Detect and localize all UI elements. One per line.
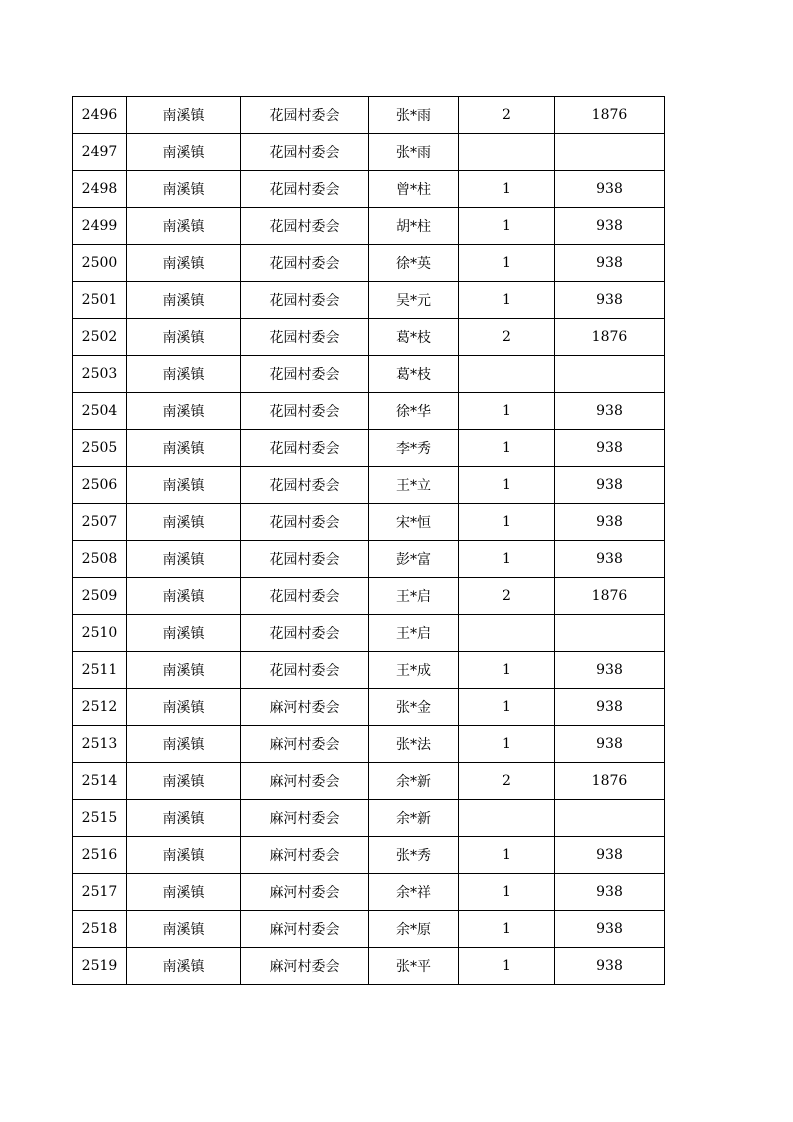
table-row xyxy=(73,282,665,319)
cell-name: 葛*枝 xyxy=(369,319,459,356)
cell-village: 花园村委会 xyxy=(241,615,369,652)
cell-count: 1 xyxy=(459,689,555,726)
cell-amount: 938 xyxy=(555,171,665,208)
cell-name: 余*祥 xyxy=(369,874,459,911)
cell-number: 2504 xyxy=(73,393,127,430)
cell-town: 南溪镇 xyxy=(127,800,241,837)
cell-name: 徐*华 xyxy=(369,393,459,430)
cell-amount: 938 xyxy=(555,652,665,689)
cell-village: 麻河村委会 xyxy=(241,689,369,726)
cell-count: 1 xyxy=(459,652,555,689)
cell-name: 徐*英 xyxy=(369,245,459,282)
table-row xyxy=(73,837,665,874)
table-row xyxy=(73,874,665,911)
cell-name: 张*金 xyxy=(369,689,459,726)
cell-village: 花园村委会 xyxy=(241,97,369,134)
cell-amount: 938 xyxy=(555,208,665,245)
cell-count: 2 xyxy=(459,578,555,615)
cell-name: 王*启 xyxy=(369,615,459,652)
cell-name: 张*雨 xyxy=(369,97,459,134)
cell-village: 麻河村委会 xyxy=(241,874,369,911)
cell-name: 王*启 xyxy=(369,578,459,615)
table-row xyxy=(73,689,665,726)
cell-village: 花园村委会 xyxy=(241,652,369,689)
cell-name: 宋*恒 xyxy=(369,504,459,541)
cell-name: 王*成 xyxy=(369,652,459,689)
cell-number: 2507 xyxy=(73,504,127,541)
cell-amount xyxy=(555,134,665,171)
cell-town: 南溪镇 xyxy=(127,97,241,134)
cell-name: 张*法 xyxy=(369,726,459,763)
cell-amount: 938 xyxy=(555,393,665,430)
cell-amount: 938 xyxy=(555,911,665,948)
cell-count: 1 xyxy=(459,393,555,430)
cell-number: 2499 xyxy=(73,208,127,245)
table-row xyxy=(73,763,665,800)
cell-count xyxy=(459,800,555,837)
cell-number: 2503 xyxy=(73,356,127,393)
data-table xyxy=(72,96,665,985)
cell-amount xyxy=(555,800,665,837)
cell-amount: 938 xyxy=(555,541,665,578)
cell-amount: 938 xyxy=(555,467,665,504)
cell-number: 2497 xyxy=(73,134,127,171)
table-row xyxy=(73,430,665,467)
table-row xyxy=(73,97,665,134)
cell-amount: 938 xyxy=(555,948,665,985)
cell-number: 2501 xyxy=(73,282,127,319)
cell-town: 南溪镇 xyxy=(127,874,241,911)
cell-amount: 1876 xyxy=(555,97,665,134)
cell-number: 2516 xyxy=(73,837,127,874)
cell-town: 南溪镇 xyxy=(127,541,241,578)
cell-village: 麻河村委会 xyxy=(241,800,369,837)
cell-village: 花园村委会 xyxy=(241,245,369,282)
cell-amount: 938 xyxy=(555,504,665,541)
cell-count: 2 xyxy=(459,319,555,356)
cell-count: 1 xyxy=(459,245,555,282)
cell-name: 余*原 xyxy=(369,911,459,948)
cell-name: 王*立 xyxy=(369,467,459,504)
cell-village: 花园村委会 xyxy=(241,319,369,356)
cell-town: 南溪镇 xyxy=(127,319,241,356)
cell-town: 南溪镇 xyxy=(127,134,241,171)
cell-name: 张*平 xyxy=(369,948,459,985)
cell-count xyxy=(459,356,555,393)
cell-count: 2 xyxy=(459,97,555,134)
cell-amount: 938 xyxy=(555,689,665,726)
cell-town: 南溪镇 xyxy=(127,948,241,985)
cell-amount: 1876 xyxy=(555,319,665,356)
cell-village: 麻河村委会 xyxy=(241,837,369,874)
cell-village: 麻河村委会 xyxy=(241,948,369,985)
cell-village: 花园村委会 xyxy=(241,393,369,430)
cell-count: 1 xyxy=(459,171,555,208)
table-row xyxy=(73,911,665,948)
cell-town: 南溪镇 xyxy=(127,578,241,615)
cell-village: 花园村委会 xyxy=(241,541,369,578)
cell-name: 余*新 xyxy=(369,800,459,837)
cell-town: 南溪镇 xyxy=(127,911,241,948)
table-row xyxy=(73,948,665,985)
cell-amount: 938 xyxy=(555,245,665,282)
cell-town: 南溪镇 xyxy=(127,171,241,208)
cell-name: 曾*柱 xyxy=(369,171,459,208)
cell-number: 2506 xyxy=(73,467,127,504)
cell-count: 1 xyxy=(459,911,555,948)
cell-number: 2496 xyxy=(73,97,127,134)
table-row xyxy=(73,652,665,689)
cell-number: 2510 xyxy=(73,615,127,652)
cell-number: 2519 xyxy=(73,948,127,985)
cell-count: 1 xyxy=(459,208,555,245)
table-row xyxy=(73,615,665,652)
cell-number: 2511 xyxy=(73,652,127,689)
cell-name: 葛*枝 xyxy=(369,356,459,393)
cell-village: 花园村委会 xyxy=(241,578,369,615)
cell-amount: 938 xyxy=(555,282,665,319)
cell-count: 1 xyxy=(459,726,555,763)
cell-number: 2513 xyxy=(73,726,127,763)
table-row xyxy=(73,134,665,171)
cell-number: 2517 xyxy=(73,874,127,911)
cell-amount: 938 xyxy=(555,726,665,763)
table-row xyxy=(73,356,665,393)
cell-town: 南溪镇 xyxy=(127,504,241,541)
cell-number: 2518 xyxy=(73,911,127,948)
cell-count: 1 xyxy=(459,874,555,911)
cell-number: 2514 xyxy=(73,763,127,800)
cell-name: 彭*富 xyxy=(369,541,459,578)
cell-town: 南溪镇 xyxy=(127,763,241,800)
cell-number: 2512 xyxy=(73,689,127,726)
cell-number: 2500 xyxy=(73,245,127,282)
table-row xyxy=(73,541,665,578)
cell-count xyxy=(459,134,555,171)
table-body xyxy=(73,97,665,985)
cell-village: 花园村委会 xyxy=(241,430,369,467)
cell-village: 花园村委会 xyxy=(241,356,369,393)
cell-village: 花园村委会 xyxy=(241,208,369,245)
cell-name: 胡*柱 xyxy=(369,208,459,245)
cell-town: 南溪镇 xyxy=(127,430,241,467)
cell-count xyxy=(459,615,555,652)
cell-village: 花园村委会 xyxy=(241,134,369,171)
cell-town: 南溪镇 xyxy=(127,393,241,430)
cell-count: 1 xyxy=(459,467,555,504)
cell-town: 南溪镇 xyxy=(127,615,241,652)
cell-number: 2509 xyxy=(73,578,127,615)
cell-town: 南溪镇 xyxy=(127,208,241,245)
cell-town: 南溪镇 xyxy=(127,356,241,393)
cell-village: 麻河村委会 xyxy=(241,911,369,948)
cell-number: 2502 xyxy=(73,319,127,356)
cell-name: 吴*元 xyxy=(369,282,459,319)
cell-amount: 938 xyxy=(555,837,665,874)
cell-amount: 938 xyxy=(555,430,665,467)
cell-town: 南溪镇 xyxy=(127,245,241,282)
cell-village: 花园村委会 xyxy=(241,171,369,208)
cell-name: 李*秀 xyxy=(369,430,459,467)
cell-village: 麻河村委会 xyxy=(241,763,369,800)
cell-village: 花园村委会 xyxy=(241,504,369,541)
cell-village: 麻河村委会 xyxy=(241,726,369,763)
cell-count: 1 xyxy=(459,948,555,985)
cell-town: 南溪镇 xyxy=(127,652,241,689)
cell-count: 2 xyxy=(459,763,555,800)
table-row xyxy=(73,208,665,245)
cell-name: 张*雨 xyxy=(369,134,459,171)
cell-town: 南溪镇 xyxy=(127,726,241,763)
cell-name: 张*秀 xyxy=(369,837,459,874)
table-row xyxy=(73,504,665,541)
cell-village: 花园村委会 xyxy=(241,282,369,319)
cell-count: 1 xyxy=(459,541,555,578)
table-row xyxy=(73,726,665,763)
cell-name: 余*新 xyxy=(369,763,459,800)
cell-amount: 938 xyxy=(555,874,665,911)
cell-town: 南溪镇 xyxy=(127,282,241,319)
table-row xyxy=(73,800,665,837)
cell-amount: 1876 xyxy=(555,578,665,615)
cell-number: 2515 xyxy=(73,800,127,837)
table-row xyxy=(73,393,665,430)
table-row xyxy=(73,171,665,208)
cell-number: 2498 xyxy=(73,171,127,208)
cell-number: 2508 xyxy=(73,541,127,578)
table-row xyxy=(73,245,665,282)
cell-count: 1 xyxy=(459,282,555,319)
cell-number: 2505 xyxy=(73,430,127,467)
table-row xyxy=(73,467,665,504)
cell-count: 1 xyxy=(459,504,555,541)
cell-village: 花园村委会 xyxy=(241,467,369,504)
table-row xyxy=(73,319,665,356)
cell-town: 南溪镇 xyxy=(127,837,241,874)
cell-amount: 1876 xyxy=(555,763,665,800)
cell-count: 1 xyxy=(459,430,555,467)
cell-count: 1 xyxy=(459,837,555,874)
cell-amount xyxy=(555,615,665,652)
cell-amount xyxy=(555,356,665,393)
table-row xyxy=(73,578,665,615)
cell-town: 南溪镇 xyxy=(127,467,241,504)
cell-town: 南溪镇 xyxy=(127,689,241,726)
